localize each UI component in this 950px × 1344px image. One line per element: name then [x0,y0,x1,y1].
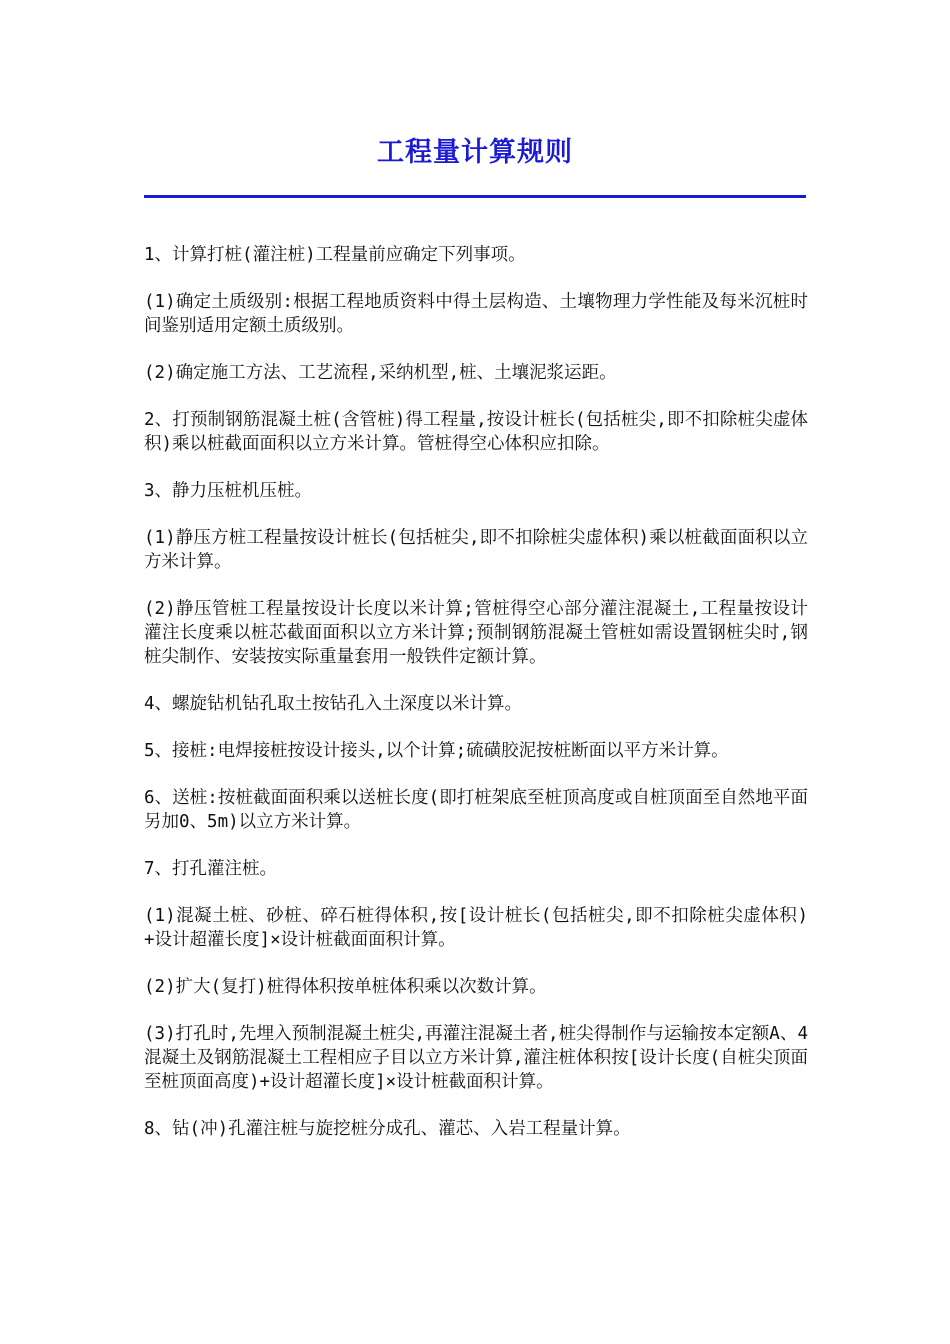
paragraph-8: 8、钻(冲)孔灌注桩与旋挖桩分成孔、灌芯、入岩工程量计算。 [144,1119,631,1139]
paragraph-3: 3、静力压桩机压桩。 [144,481,313,501]
paragraph-2: 2、打预制钢筋混凝土桩(含管桩)得工程量,按设计桩长(包括桩尖,即不扣除桩尖虚体积)乘以桩截面面积以立方米计算。管桩得空心体积应扣除。 [144,410,808,454]
paragraph-3-1: (1)静压方桩工程量按设计桩长(包括桩尖,即不扣除桩尖虚体积)乘以桩截面面积以立方米计算。 [144,528,808,572]
document-title: 工程量计算规则 [377,137,573,168]
paragraph-7: 7、打孔灌注桩。 [144,859,278,879]
title-divider [144,195,806,198]
paragraph-4: 4、螺旋钻机钻孔取土按钻孔入土深度以米计算。 [144,694,523,714]
paragraph-7-2: (2)扩大(复打)桩得体积按单桩体积乘以次数计算。 [144,977,547,997]
paragraph-7-1: (1)混凝土桩、砂桩、碎石桩得体积,按[设计桩长(包括桩尖,即不扣除桩尖虚体积)+设计超灌长度]×设计桩截面面积计算。 [144,906,808,950]
paragraph-7-3: (3)打孔时,先埋入预制混凝土桩尖,再灌注混凝土者,桩尖得制作与运输按本定额A、4混凝土及钢筋混凝土工程相应子目以立方米计算,灌注桩体积按[设计长度(自桩尖顶面至桩顶面高度)+设计超灌长度]×设计桩截面积计算。 [144,1024,808,1092]
paragraph-1-1: (1)确定土质级别:根据工程地质资料中得土层构造、土壤物理力学性能及每米沉桩时间鉴别适用定额土质级别。 [144,292,808,336]
paragraph-3-2: (2)静压管桩工程量按设计长度以米计算;管桩得空心部分灌注混凝土,工程量按设计灌注长度乘以桩芯截面面积以立方米计算;预制钢筋混凝土管桩如需设置钢桩尖时,钢桩尖制作、安装按实际重量套用一般铁件定额计算。 [144,599,808,667]
paragraph-6: 6、送桩:按桩截面面积乘以送桩长度(即打桩架底至桩顶高度或自桩顶面至自然地平面另加0、5m)以立方米计算。 [144,788,808,832]
paragraph-5: 5、接桩:电焊接桩按设计接头,以个计算;硫磺胶泥按桩断面以平方米计算。 [144,741,729,761]
document-body [144,243,808,1164]
paragraph-1-2: (2)确定施工方法、工艺流程,采纳机型,桩、土壤泥浆运距。 [144,363,617,383]
paragraph-1: 1、计算打桩(灌注桩)工程量前应确定下列事项。 [144,245,526,265]
